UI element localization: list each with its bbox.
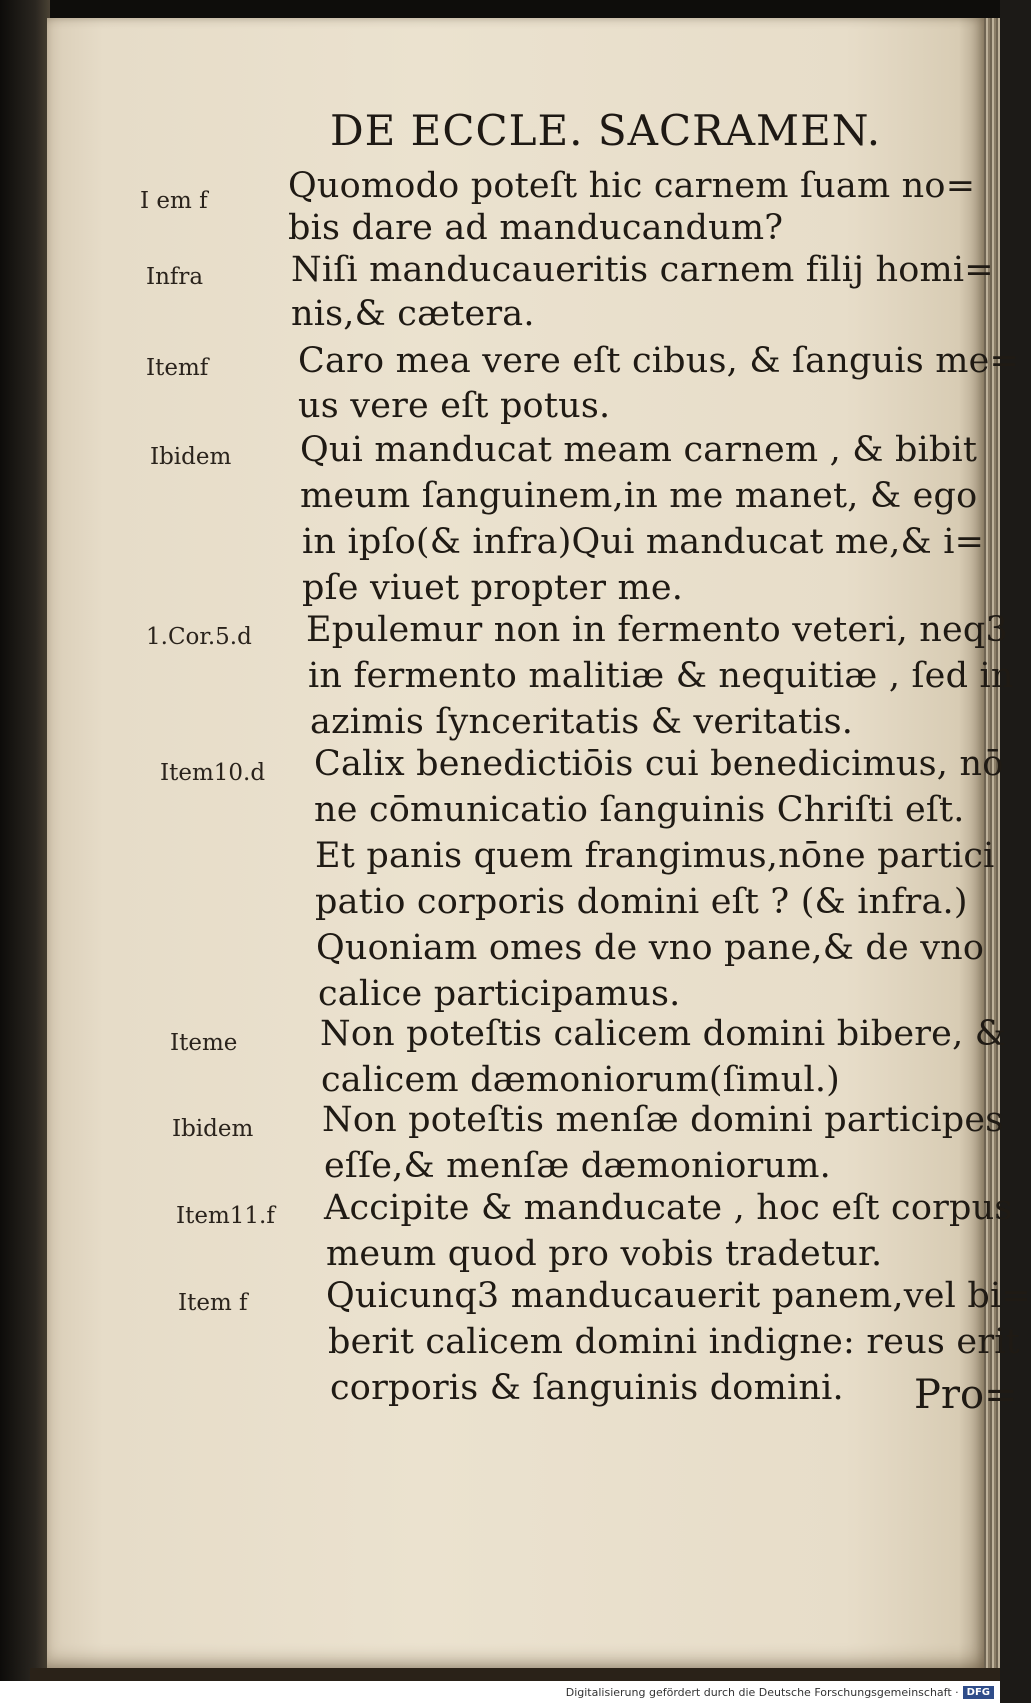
text-line: berit calicem domini indigne: reus erit [328,1322,1020,1362]
text-line: Non poteſtis menſæ domini participes [322,1100,1004,1140]
text-line: meum ſanguinem,in me manet, & ego [300,476,978,516]
text-line: patio corporis domini eſt ? (& infra.) [315,882,968,922]
text-line: Quoniam omes de vno pane,& de vno [316,928,985,968]
text-line: Niſi manducaueritis carnem filij homi= [291,250,994,290]
text-line: pſe viuet propter me. [302,568,684,608]
text-line: bis dare ad manducandum? [288,208,784,248]
text-line: Quicunq3 manducauerit panem,vel bi= [326,1276,1031,1316]
text-line: in ipſo(& infra)Qui manducat me,& i= [302,522,985,562]
text-line: in fermento malitiæ & nequitiæ , ſed in [308,656,1014,696]
scan-bottom-edge [30,1668,1000,1682]
margin-note: Item f [178,1290,248,1316]
text-line: Caro mea vere eſt cibus, & ſanguis me= [298,341,1020,381]
text-line: nis,& cætera. [291,294,535,334]
text-line: azimis ſynceritatis & veritatis. [310,702,854,742]
text-line: Et panis quem frangimus,nōne partici [315,836,995,876]
text-line: Accipite & manducate , hoc eſt corpus [324,1188,1013,1228]
text-line: Calix benedictiōis cui benedicimus, nō [314,744,1004,784]
margin-note: Item11.f [176,1203,275,1229]
digitization-footer [0,1681,1000,1703]
dfg-logo: DFG [963,1686,994,1699]
text-line: corporis & ſanguinis domini. [330,1368,844,1408]
scan-top-edge [0,0,1000,20]
text-line: us vere eſt potus. [298,386,611,426]
margin-note: Ibidem [172,1116,254,1142]
margin-note: Itemf [146,355,209,381]
catchword: Pro= [914,1372,1018,1418]
text-line: Qui manducat meam carnem , & bibit [300,430,978,470]
margin-note: Infra [146,264,204,290]
margin-note: 1.Cor.5.d [146,624,252,650]
text-line: Epulemur non in fermento veteri, neq3 [306,610,1008,650]
margin-note: Iteme [170,1030,238,1056]
margin-note: Item10.d [160,760,266,786]
text-line: calicem dæmoniorum(ſimul.) [321,1060,841,1100]
text-line: calice participamus. [318,974,681,1014]
text-line: ne cōmunicatio ſanguinis Chriſti eſt. [314,790,965,830]
footer-credit: Digitalisierung gefördert durch die Deutsche Forschungsgemeinschaft · [565,1685,959,1699]
text-line: Quomodo poteſt hic carnem ſuam no= [288,166,976,206]
running-header: DE ECCLE. SACRAMEN. [330,106,882,155]
text-line: eſſe,& menſæ dæmoniorum. [324,1146,831,1186]
margin-note: Ibidem [150,444,232,470]
text-line: Non poteſtis calicem domini bibere, & [320,1014,1007,1054]
scan-binding-edge [0,0,50,1703]
margin-note: I em f [140,188,208,214]
text-line: meum quod pro vobis tradetur. [326,1234,883,1274]
